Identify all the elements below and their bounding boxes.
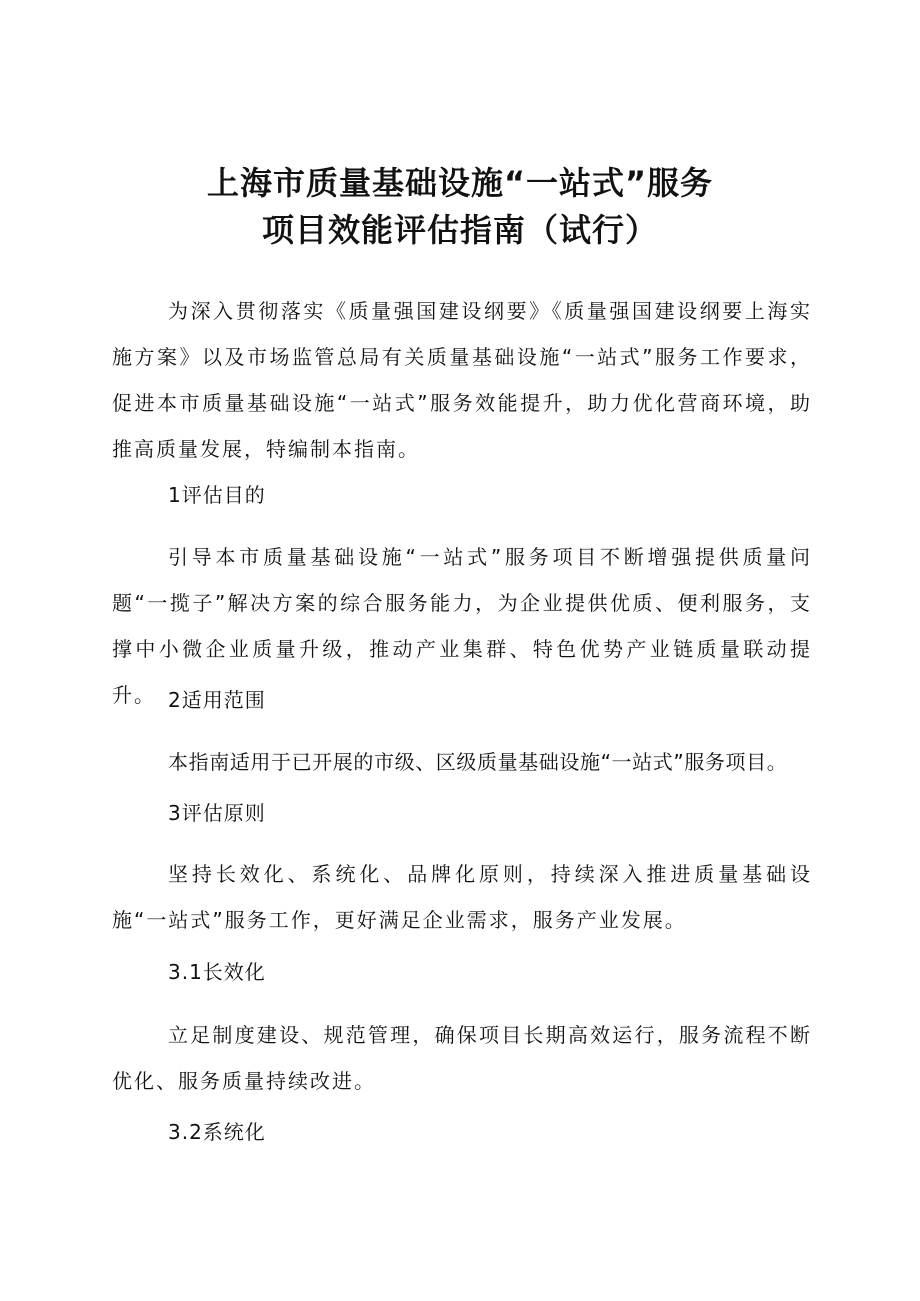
section-heading-long-term: 3.1长效化	[168, 960, 266, 984]
section-text-purpose: 引导本市质量基础设施“一站式”服务项目不断增强提供质量问题“一揽子”解决方案的综合服务能力，为企业提供优质、便利服务，支撑中小微企业质量升级，推动产业集群、特色优势产业链质量联动提升。	[112, 545, 812, 707]
section-heading-purpose: 1评估目的	[168, 483, 266, 507]
document-title-line-2: 项目效能评估指南（试行）	[261, 211, 658, 249]
section-text-long-term: 立足制度建设、规范管理，确保项目长期高效运行，服务流程不断优化、服务质量持续改进。	[112, 1023, 812, 1093]
section-heading-principles: 3评估原则	[168, 801, 266, 825]
document-title-line-1: 上海市质量基础设施“一站式”服务	[206, 164, 714, 202]
section-heading-systematic: 3.2系统化	[168, 1120, 266, 1144]
section-text-scope: 本指南适用于已开展的市级、区级质量基础设施“一站式”服务项目。	[168, 750, 788, 774]
intro-paragraph: 为深入贯彻落实《质量强国建设纲要》《质量强国建设纲要上海实施方案》以及市场监管总局有关质量基础设施“一站式”服务工作要求，促进本市质量基础设施“一站式”服务效能提升，助力优化营商环境，助推高质量发展，特编制本指南。	[112, 299, 812, 461]
section-heading-scope: 2适用范围	[168, 688, 266, 712]
section-text-principles: 坚持长效化、系统化、品牌化原则，持续深入推进质量基础设施“一站式”服务工作，更好满足企业需求，服务产业发展。	[112, 862, 812, 932]
